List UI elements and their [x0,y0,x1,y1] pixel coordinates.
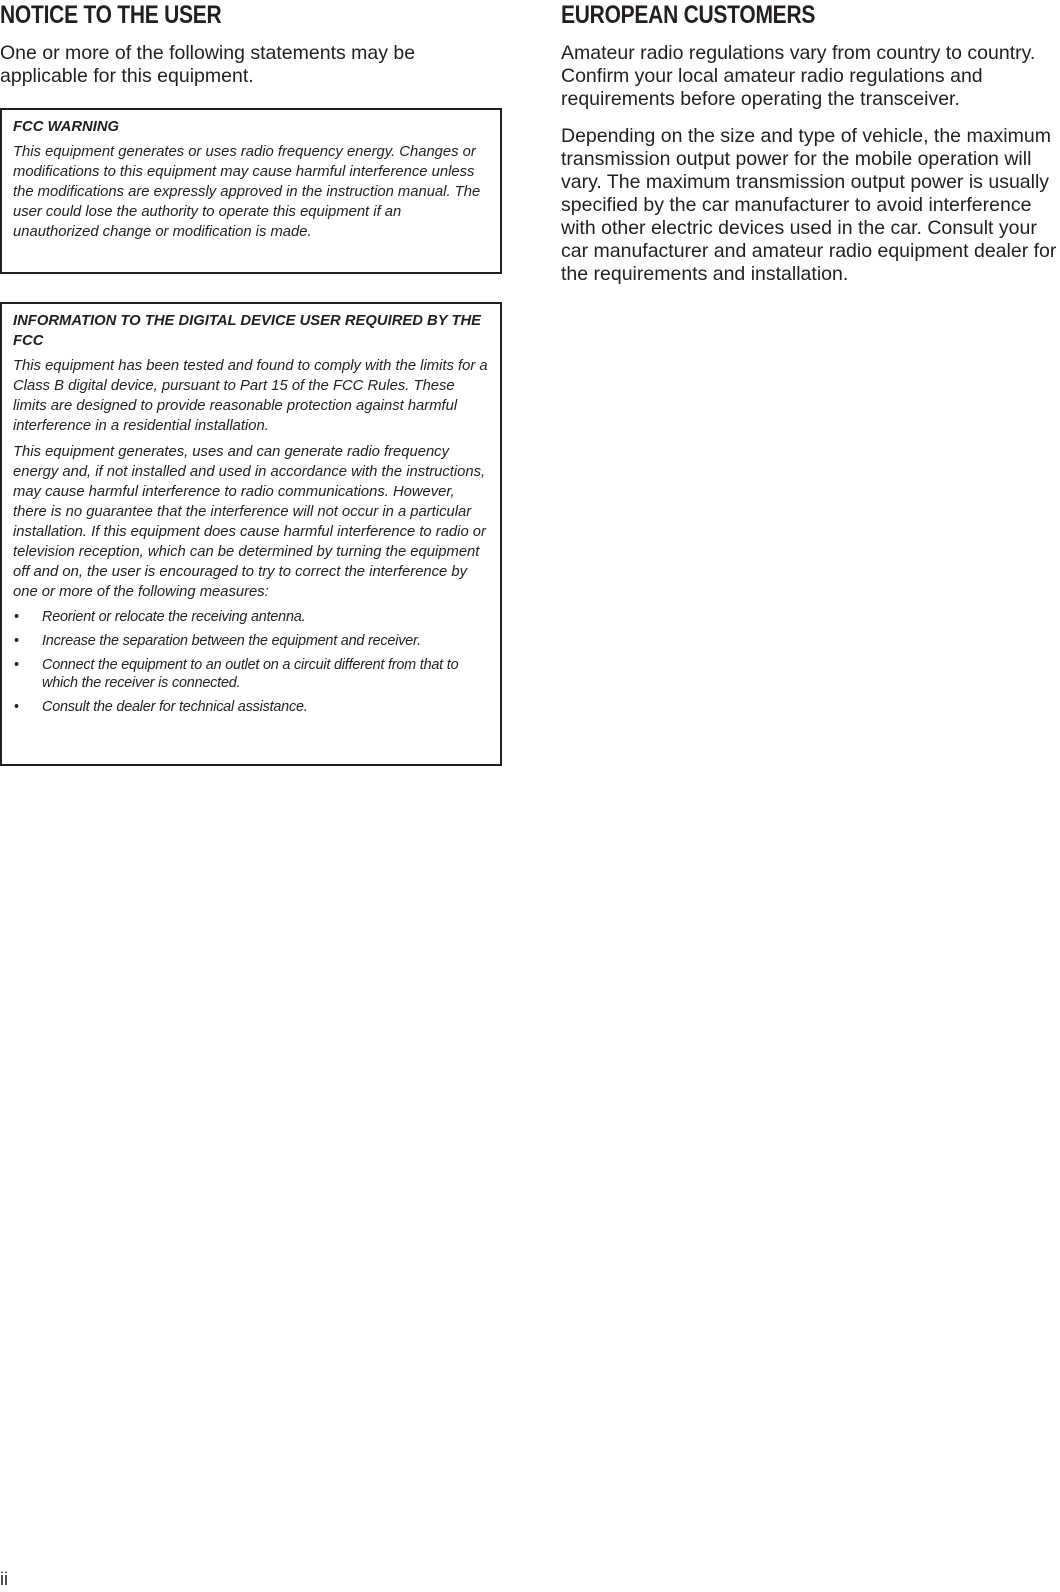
digital-device-para-2: This equipment generates, uses and can generate radio frequency energy and, if not installed and used in accordance with the instructions, may cause harmful interference to radio communications. However, there is no guarantee that the interference will not occur in a particular installation. If this equipment does cause harmful interference to radio or television reception, which can be determined by turning the equipment off and on, the user is encouraged to try to correct the interference by one or more of the following measures: [13,444,486,600]
digital-device-info-box [0,302,502,766]
bullet-icon: • [14,657,19,673]
fcc-warning-title: FCC WARNING [13,119,120,135]
european-customers-para-2: Depending on the size and type of vehicle, the maximum transmission output power for the mobile operation will vary. The maximum transmission output power is usually specified by the car manufacturer to avoid interference with other electric devices used in the car. Consult your car manufacturer and amateur radio equipment dealer for the requirements and installation. [561,125,1057,285]
list-item [13,608,489,626]
measure-text: Consult the dealer for technical assistance. [42,699,308,715]
bullet-icon: • [14,699,19,715]
fcc-warning-text: This equipment generates or uses radio frequency energy. Changes or modifications to this equipment may cause harmful interference unless the modifications are expressly approved in the instruction manual. The user could lose the authority to operate this equipment if an unauthorized change or modification is made. [13,144,481,240]
measure-text: Reorient or relocate the receiving antenna. [42,609,306,625]
digital-device-para-1: This equipment has been tested and found to comply with the limits for a Class B digital device, pursuant to Part 15 of the FCC Rules. These limits are designed to provide reasonable protection against harmful interference in a residential installation. [13,358,488,434]
right-column [561,0,1057,286]
measure-text: Connect the equipment to an outlet on a circuit different from that to which the receiver is connected. [42,657,459,691]
bullet-icon: • [14,633,19,649]
list-item [13,632,489,650]
notice-intro: One or more of the following statements may be applicable for this equipment. [0,42,416,87]
measure-text: Increase the separation between the equipment and receiver. [42,633,421,649]
list-item [13,698,489,716]
list-item [13,656,489,692]
measures-list [13,608,489,716]
page-number: ii [0,1569,8,1589]
european-customers-para-1: Amateur radio regulations vary from country to country. Confirm your local amateur radio regulations and requirements before operating the transceiver. [561,42,1036,110]
european-customers-heading: EUROPEAN CUSTOMERS [561,1,816,29]
left-column [0,0,503,88]
bullet-icon: • [14,609,19,625]
digital-device-title: INFORMATION TO THE DIGITAL DEVICE USER REQUIRED BY THE FCC [13,313,482,349]
fcc-warning-box [0,108,502,274]
notice-heading: NOTICE TO THE USER [0,1,222,29]
